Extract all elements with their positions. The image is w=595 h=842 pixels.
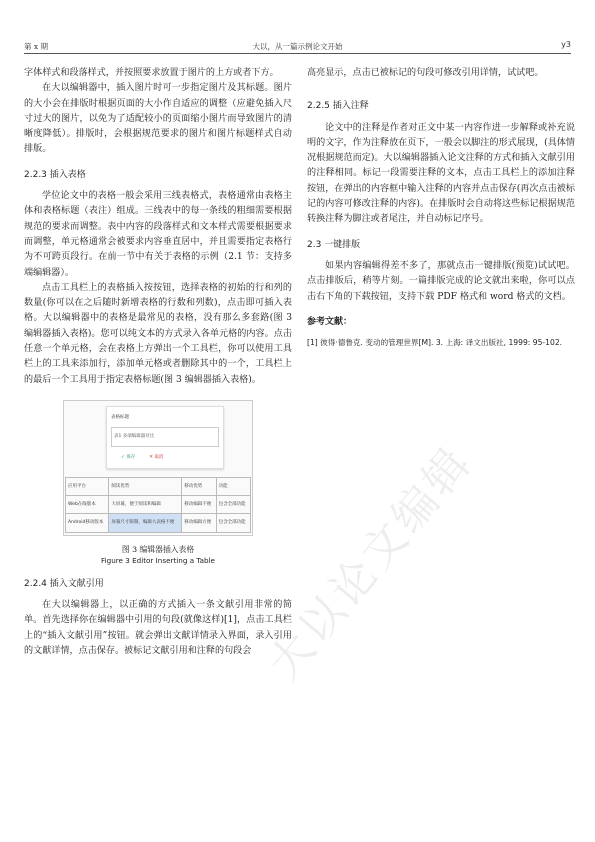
table-cell: Web在线版本 — [66, 496, 109, 514]
figure-editor-table — [24, 400, 292, 567]
table-cell: Android移动版本 — [66, 514, 109, 532]
section-heading: 2.2.4 插入文献引用 — [24, 578, 104, 589]
popup-label: 表格标题 — [111, 414, 129, 420]
paragraph: 学位论文中的表格一般会采用三线表格式，表格通常由表格主体和表格标题（表注）组成。三线表中的每一条线的粗细需要根据规范的要求而调整。表中内容的段落样式和文本样式需要根据要求而调整，单元格通常会被要求内容垂直居中，并且需要指定表格行为不可跨页段行。在前一节中有关于表格的示例（2.1 节：支持多端编辑器）。 — [24, 191, 292, 278]
reference-item: [1] 彼得·德鲁克. 变动的管理世界[M]. 3. 上海: 译文出版社, 1999: 95-102. — [307, 338, 563, 348]
close-icon: ✕ — [149, 454, 153, 460]
section-heading: 2.2.5 插入注释 — [307, 101, 369, 112]
table-cell: 阅读优势 — [109, 477, 182, 495]
watermark: 大以论文编辑 — [258, 436, 483, 690]
running-header — [24, 39, 571, 54]
references-heading: 参考文献： — [307, 316, 353, 327]
table-cell-selected: 屏幕尺寸限制，编辑大表格不便 — [109, 514, 182, 532]
table-cell: 大屏幕，便于阅读和编辑 — [109, 496, 182, 514]
table-cell: 移动编辑不便 — [182, 496, 216, 514]
table-cell: 包含全部功能 — [216, 496, 250, 514]
table-cell: 移动优势 — [182, 477, 216, 495]
issue-number: 第 x 期 — [24, 42, 48, 51]
section-heading: 2.3 一键排版 — [307, 239, 361, 250]
editor-screenshot — [63, 400, 253, 536]
paragraph: 字体样式和段落样式，并按照要求放置于图片的上方或者下方。 — [24, 68, 279, 78]
paragraph: 高亮显示，点击已被标记的句段可修改引用详情，试试吧。 — [307, 68, 544, 78]
page-number: y3 — [561, 40, 571, 49]
caption-input: 表1 多端编辑器对比 — [111, 427, 219, 446]
paragraph: 在大以编辑器中，插入图片时可一步指定图片及其标题。图片的大小会在排版时根据页面的大小作自适应的调整（应避免插入尺寸过大的图片，以免为了适配较小的页面缩小图片而导致图片的清晰度降低）。排版时，会根据规范要求的图片和图片标题样式自动排版。 — [24, 83, 292, 155]
running-title: 大以，从一篇示例论文开始 — [252, 42, 343, 51]
table-row — [66, 496, 251, 514]
editor-table — [65, 477, 251, 533]
table-caption-popup — [106, 406, 224, 469]
table-cell: 应用平台 — [66, 477, 109, 495]
save-button: ✓ 保存 — [121, 454, 136, 460]
right-column — [307, 66, 575, 349]
paragraph: 点击工具栏上的表格插入按按钮，选择表格的初始的行和列的数量(你可以在之后随时新增表格的行数和列数)，点击即可插入表格。大以编辑器中的表格是最常见的表格，没有那么多套路(图 3 编辑器插入表格)。您可以纯文本的方式录入各单元格的内容。点击任意一个单元格，会在表格上方弹出一个工具栏，你可以使用工具栏上的工具来添加行，添加单元格或者删除其中的一个，工具栏上的最后一个工具用于指定表格标题(图 3 编辑器插入表格)。 — [24, 282, 292, 385]
table-row — [66, 477, 251, 495]
paragraph: 如果内容编辑得差不多了，那就点击一键排版(预览)试试吧。点击排版后，稍等片刻。一篇排版完成的论文就出来啦，你可以点击右下角的下载按钮，支持下载 PDF 格式和 word 格式的文档。 — [307, 260, 575, 302]
table-row — [66, 514, 251, 532]
left-column — [24, 66, 292, 659]
table-cell: 移动编辑方便 — [182, 514, 216, 532]
table-cell: 功能 — [216, 477, 250, 495]
check-icon: ✓ — [121, 454, 125, 460]
figure-caption-en: Figure 3 Editor Inserting a Table — [101, 555, 215, 565]
table-cell: 包含全部功能 — [216, 514, 250, 532]
figure-caption-cn: 图 3 编辑器插入表格 — [121, 544, 195, 554]
section-heading: 2.2.3 插入表格 — [24, 169, 86, 180]
cancel-button: ✕ 取消 — [149, 454, 164, 460]
paragraph: 在大以编辑器上，以正确的方式插入一条文献引用非常的简单。首先选择你在编辑器中引用的句段(就像这样)[1]，点击工具栏上的“插入文献引用”按钮。就会弹出文献详情录入界面，录入引用的文献详情，点击保存。被标记文献引用和注释的句段会 — [24, 600, 292, 656]
paragraph: 论文中的注释是作者对正文中某一内容作进一步解释或补充说明的文字，作为注释放在页下，一般会以脚注的形式展现，(具体情况根据规范而定)。大以编辑器插入论文注释的方式和插入文献引用的注释相同。标记一段需要注释的文本，点击工具栏上的添加注释按钮，在弹出的内容框中输入注释的内容并点击保存(再次点击被标记的内容可修改注释的内容)。在排版时会自动将这些标记根据规范转换注释为脚注或者尾注，并自动标记序号。 — [307, 122, 575, 225]
